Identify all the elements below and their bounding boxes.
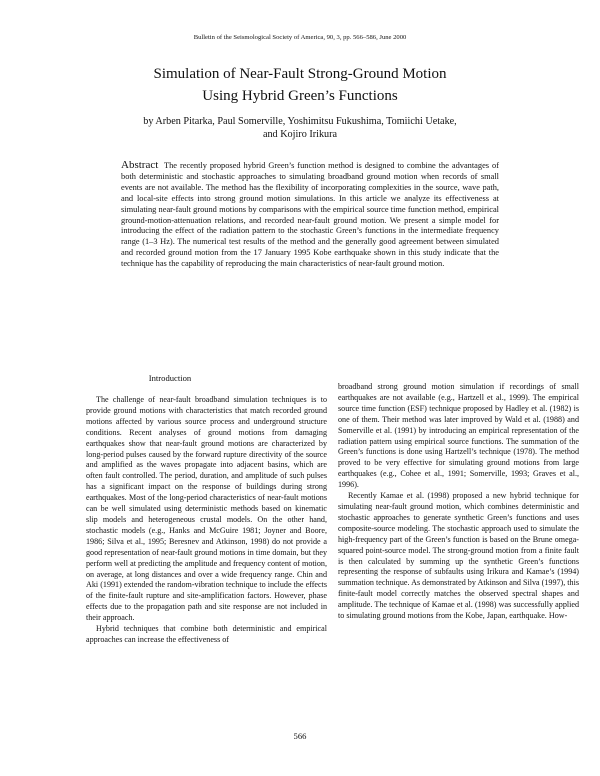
paper-title bbox=[0, 63, 600, 107]
section-heading-introduction: Introduction bbox=[148, 373, 192, 383]
abstract-label: Abstract bbox=[121, 159, 159, 171]
author-list bbox=[60, 115, 540, 141]
left-column-paragraph-2: Hybrid techniques that combine both deterministic and empirical approaches can increase the effectiveness of bbox=[86, 624, 327, 644]
abstract-text: The recently proposed hybrid Green’s function method is designed to combine the advantages of both deterministic and stochastic approaches to simulating broadband ground motion when records of small events are not available. The method has the flexibility of incorporating complexities in the source, wave path, and local-site effects into strong ground motion simulations. In this article we analyze its effectiveness at simulating near-fault ground motions by comparisons with the empirical source time function method, empirical ground-motion-attenuation relations, and recorded near-fault ground motion. We present a simple model for introducing the effect of the radiation pattern to the stochastic Green’s functions in the intermediate frequency range (1–3 Hz). The numerical test results of the method and the generally good agreement between simulated and recorded ground motion from the 17 January 1995 Kobe earthquake shown in this study indicate that the technique has the capability of reproducing the main characteristics of near-fault ground motion. bbox=[121, 161, 499, 269]
authors-line-1: by Arben Pitarka, Paul Somerville, Yoshimitsu Fukushima, Tomiichi Uetake, bbox=[143, 116, 457, 127]
running-head: Bulletin of the Seismological Society of America, 90, 3, pp. 566–586, June 2000 bbox=[193, 34, 407, 41]
left-column bbox=[86, 395, 327, 646]
page-number: 566 bbox=[293, 731, 307, 741]
right-column bbox=[338, 382, 579, 622]
abstract bbox=[121, 160, 499, 270]
authors-line-2: and Kojiro Irikura bbox=[262, 129, 338, 140]
right-column-paragraph-1: broadband strong ground motion simulation if recordings of small earthquakes are not available (e.g., Hartzell et al., 1999). The empirical source time function (ESF) technique proposed by Hadley et al. (1982) is one of them. Their method was later improved by Wald et al. (1988) and Somerville et al. (1991) by introducing an empirical representation of the radiation pattern using empirical source functions. The summation of the Green’s functions is done using Hartzell’s technique (1978). The method proved to be very effective for simulating ground motions from large earthquakes (e.g., Cohee et al., 1991; Somerville, 1993; Graves et al., 1996). bbox=[338, 382, 579, 490]
title-line-1: Simulation of Near-Fault Strong-Ground Motion bbox=[153, 66, 447, 82]
left-column-paragraph-1: The challenge of near-fault broadband simulation techniques is to provide ground motions with characteristics that match recorded ground motions affected by various source process and underground structure conditions. Recent analyses of ground motions from damaging earthquakes show that near-fault ground motions are characterized by long-period pulses caused by the forward rupture directivity of the source and amplified as the waves propagate into adjacent basins, which are often fault controlled. The period, duration, and amplitude of such pulses has a significant impact on the response of buildings during strong earthquakes. Most of the long-period characteristics of near-fault motions can be well simulated using deterministic methods based on kinematic slip models and heterogeneous crustal models. On the other hand, stochastic models (e.g., Hanks and McGuire 1981; Joyner and Boore, 1986; Silva et al., 1995; Beresnev and Atkinson, 1998) do not provide a good representation of near-fault ground motions in time domain, but they perform well at predicting the amplitude and frequency content of motion, on average, at long distances and over a wide frequency range. Chin and Aki (1991) extended the random-vibration technique to include the effects of the finite-fault rupture and site-amplification factors. However, phase effects due to the propagation path and site response are not included in their approach. bbox=[86, 395, 327, 623]
right-column-paragraph-2: Recently Kamae et al. (1998) proposed a new hybrid technique for simulating near-fault ground motion, which combines deterministic and stochastic approaches to generate synthetic Green’s functions and uses composite-source modeling. The stochastic approach used to simulate the high-frequency part of the Green’s function is based on the Brune omega-squared point-source model. The strong-ground motion from a finite fault is then calculated by summing up the synthetic Green’s functions representing the response of subfaults using Irikura and Kamae’s (1994) summation technique. As demonstrated by Atkinson and Silva (1997), this finite-fault model correctly matches the observed spectral shapes and amplitude. The technique of Kamae et al. (1998) was successfully applied to simulating ground motions from the Kobe, Japan, earthquake. How- bbox=[338, 491, 579, 621]
title-line-2: Using Hybrid Green’s Functions bbox=[202, 88, 398, 104]
